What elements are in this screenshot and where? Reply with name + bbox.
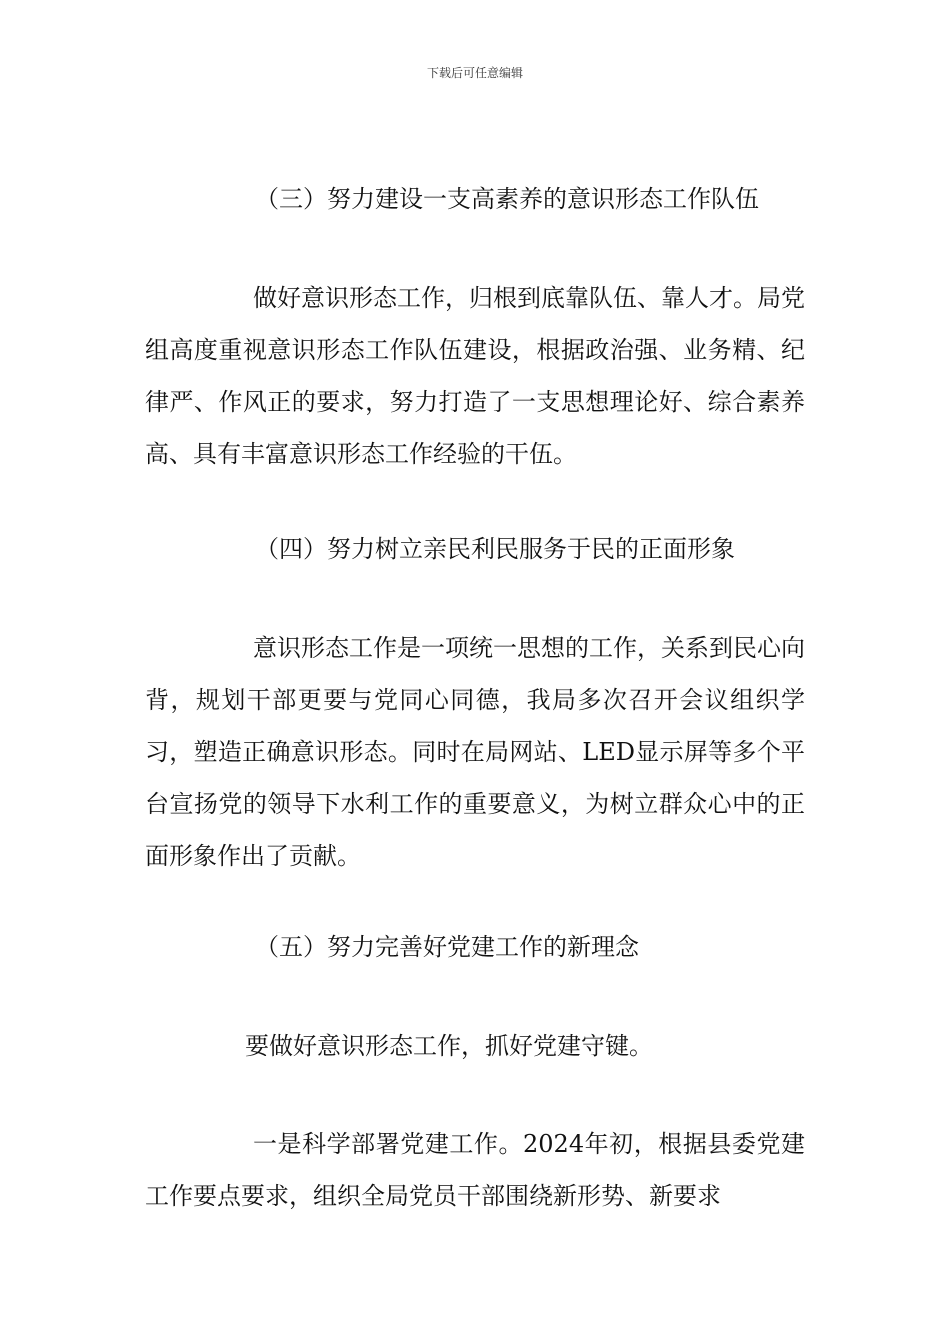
section-paragraph-5a: 要做好意识形态工作，抓好党建守键。 [245, 1032, 653, 1060]
page-header-note: 下载后可任意编辑 [426, 66, 523, 80]
section-paragraph-5b: 一是科学部署党建工作。2024年初，根据县委党建工作要点要求，组织全局党员干部围绕新形势、新要求 [145, 1130, 805, 1210]
section-paragraph-4: 意识形态工作是一项统一思想的工作，关系到民心向背，规划干部更要与党同心同德，我局多次召开会议组织学习，塑造正确意识形态。同时在局网站、LED显示屏等多个平台宣扬党的领导下水利工作的重要意义，为树立群众心中的正面形象作出了贡献。 [145, 634, 805, 870]
section-heading-5: （五）努力完善好党建工作的新理念 [255, 933, 639, 961]
section-heading-4: （四）努力树立亲民利民服务于民的正面形象 [255, 535, 735, 563]
section-heading-3: （三）努力建设一支高素养的意识形态工作队伍 [255, 185, 759, 213]
section-paragraph-3: 做好意识形态工作，归根到底靠队伍、靠人才。局党组高度重视意识形态工作队伍建设，根据政治强、业务精、纪律严、作风正的要求，努力打造了一支思想理论好、综合素养高、具有丰富意识形态工作经验的干伍。 [145, 284, 805, 468]
